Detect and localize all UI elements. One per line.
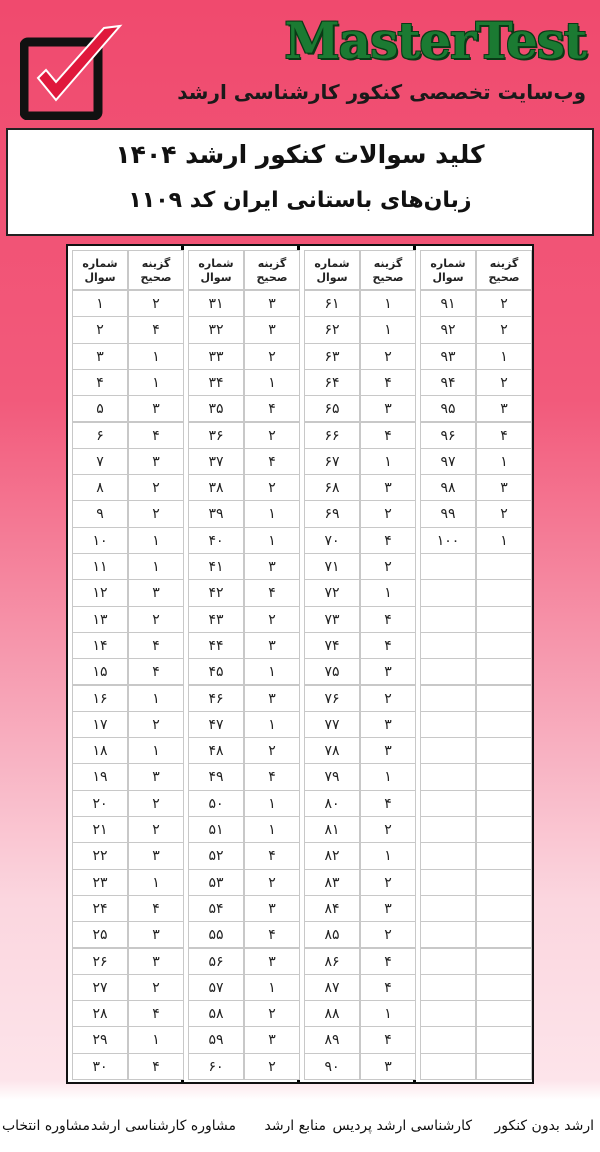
answer-cell: ۱ bbox=[128, 737, 184, 764]
answer-cell bbox=[476, 921, 532, 948]
question-number-cell: ۷ bbox=[72, 448, 128, 475]
answer-cell: ۲ bbox=[360, 685, 416, 712]
answer-cell: ۳ bbox=[128, 921, 184, 948]
answer-cell: ۳ bbox=[360, 895, 416, 922]
answer-cell: ۱ bbox=[360, 842, 416, 869]
question-number-cell: ۳۴ bbox=[188, 369, 244, 396]
question-number-cell: ۶۵ bbox=[304, 395, 360, 422]
question-number-cell: ۸۸ bbox=[304, 1000, 360, 1027]
question-number-cell: ۵۴ bbox=[188, 895, 244, 922]
answer-cell: ۳ bbox=[128, 763, 184, 790]
question-number-cell: ۹ bbox=[72, 500, 128, 527]
answer-cell: ۴ bbox=[360, 422, 416, 449]
answer-cell bbox=[476, 790, 532, 817]
answer-cell: ۴ bbox=[360, 1026, 416, 1053]
answer-cell: ۴ bbox=[360, 974, 416, 1001]
question-number-cell bbox=[420, 685, 476, 712]
question-number-cell: ۹۷ bbox=[420, 448, 476, 475]
answer-cell: ۲ bbox=[244, 1053, 300, 1080]
brand-title: MasterTest bbox=[284, 11, 586, 70]
question-number-cell: ۶۲ bbox=[304, 316, 360, 343]
question-number-cell: ۸۲ bbox=[304, 842, 360, 869]
question-number-cell: ۱۰۰ bbox=[420, 527, 476, 554]
question-number-cell: ۹۳ bbox=[420, 343, 476, 370]
question-number-cell: ۳۹ bbox=[188, 500, 244, 527]
answer-cell: ۲ bbox=[244, 1000, 300, 1027]
answer-cell: ۲ bbox=[476, 316, 532, 343]
answer-key-table bbox=[66, 244, 534, 1084]
question-number-cell: ۲۷ bbox=[72, 974, 128, 1001]
header-question-number: شماره سوال bbox=[72, 250, 128, 290]
answer-cell bbox=[476, 816, 532, 843]
answer-cell bbox=[476, 1026, 532, 1053]
answer-cell: ۲ bbox=[476, 500, 532, 527]
answer-cell: ۲ bbox=[244, 869, 300, 896]
question-number-cell: ۶۴ bbox=[304, 369, 360, 396]
question-number-cell: ۳۶ bbox=[188, 422, 244, 449]
question-number-cell: ۹۱ bbox=[420, 290, 476, 317]
question-number-cell: ۷۴ bbox=[304, 632, 360, 659]
answer-cell: ۲ bbox=[244, 343, 300, 370]
answer-cell: ۲ bbox=[360, 343, 416, 370]
answer-cell: ۱ bbox=[244, 369, 300, 396]
question-number-cell: ۶۰ bbox=[188, 1053, 244, 1080]
question-number-cell: ۷۷ bbox=[304, 711, 360, 738]
page-title: کلید سوالات کنکور ارشد ۱۴۰۴ bbox=[115, 140, 485, 169]
question-number-cell: ۱۸ bbox=[72, 737, 128, 764]
answer-cell: ۳ bbox=[360, 658, 416, 685]
question-number-cell: ۶۸ bbox=[304, 474, 360, 501]
question-number-cell: ۸۴ bbox=[304, 895, 360, 922]
answer-cell: ۳ bbox=[244, 632, 300, 659]
answer-cell bbox=[476, 1053, 532, 1080]
question-number-cell bbox=[420, 869, 476, 896]
answer-cell: ۱ bbox=[360, 316, 416, 343]
answer-cell: ۳ bbox=[360, 474, 416, 501]
answer-cell bbox=[476, 579, 532, 606]
question-number-cell bbox=[420, 790, 476, 817]
question-number-cell: ۲۳ bbox=[72, 869, 128, 896]
header-correct-option: گزینه صحیح bbox=[244, 250, 300, 290]
answer-cell bbox=[476, 658, 532, 685]
question-number-cell bbox=[420, 1026, 476, 1053]
question-number-cell: ۵۶ bbox=[188, 948, 244, 975]
question-number-cell: ۴۰ bbox=[188, 527, 244, 554]
answer-cell bbox=[476, 1000, 532, 1027]
answer-cell: ۴ bbox=[128, 1053, 184, 1080]
question-number-cell bbox=[420, 816, 476, 843]
question-number-cell: ۱۳ bbox=[72, 606, 128, 633]
question-number-cell: ۱۰ bbox=[72, 527, 128, 554]
question-number-cell bbox=[420, 553, 476, 580]
question-number-cell: ۶۶ bbox=[304, 422, 360, 449]
question-number-cell: ۸۵ bbox=[304, 921, 360, 948]
answer-cell: ۴ bbox=[360, 606, 416, 633]
answer-cell: ۱ bbox=[360, 290, 416, 317]
question-number-cell: ۱۶ bbox=[72, 685, 128, 712]
answer-cell: ۲ bbox=[128, 606, 184, 633]
answer-cell: ۳ bbox=[128, 448, 184, 475]
answer-cell bbox=[476, 869, 532, 896]
answer-cell: ۳ bbox=[360, 1053, 416, 1080]
answer-cell: ۴ bbox=[360, 369, 416, 396]
answer-cell: ۱ bbox=[128, 1026, 184, 1053]
question-number-cell: ۱۷ bbox=[72, 711, 128, 738]
answer-cell: ۴ bbox=[244, 842, 300, 869]
answer-cell: ۴ bbox=[360, 632, 416, 659]
question-number-cell: ۹۶ bbox=[420, 422, 476, 449]
question-number-cell: ۴ bbox=[72, 369, 128, 396]
answer-cell: ۴ bbox=[360, 527, 416, 554]
answer-cell: ۱ bbox=[128, 553, 184, 580]
answer-cell bbox=[476, 895, 532, 922]
question-number-cell: ۳ bbox=[72, 343, 128, 370]
question-number-cell: ۴۷ bbox=[188, 711, 244, 738]
answer-cell: ۲ bbox=[360, 921, 416, 948]
answer-cell: ۱ bbox=[128, 527, 184, 554]
answer-cell: ۴ bbox=[128, 895, 184, 922]
question-number-cell: ۷۸ bbox=[304, 737, 360, 764]
column-group bbox=[416, 246, 532, 1082]
answer-cell: ۳ bbox=[244, 290, 300, 317]
question-number-cell: ۸۱ bbox=[304, 816, 360, 843]
answer-cell: ۴ bbox=[244, 448, 300, 475]
header-correct-option: گزینه صحیح bbox=[476, 250, 532, 290]
answer-cell: ۲ bbox=[360, 553, 416, 580]
answer-cell: ۲ bbox=[244, 606, 300, 633]
answer-cell: ۱ bbox=[360, 448, 416, 475]
answer-cell: ۱ bbox=[476, 343, 532, 370]
question-number-cell: ۵۵ bbox=[188, 921, 244, 948]
answer-cell bbox=[476, 763, 532, 790]
question-number-cell: ۹۸ bbox=[420, 474, 476, 501]
answer-cell: ۲ bbox=[128, 500, 184, 527]
answer-cell: ۱ bbox=[128, 869, 184, 896]
answer-cell: ۲ bbox=[128, 711, 184, 738]
column-group bbox=[184, 246, 300, 1082]
answer-cell bbox=[476, 711, 532, 738]
answer-cell: ۴ bbox=[128, 658, 184, 685]
answer-cell: ۴ bbox=[244, 579, 300, 606]
answer-cell: ۴ bbox=[360, 790, 416, 817]
question-number-cell bbox=[420, 711, 476, 738]
answer-cell bbox=[476, 842, 532, 869]
page-subtitle: زبان‌های باستانی ایران کد ۱۱۰۹ bbox=[128, 188, 472, 213]
answer-cell: ۲ bbox=[360, 869, 416, 896]
answer-cell bbox=[476, 685, 532, 712]
question-number-cell: ۳۳ bbox=[188, 343, 244, 370]
question-number-cell: ۲۲ bbox=[72, 842, 128, 869]
question-number-cell: ۸۰ bbox=[304, 790, 360, 817]
answer-cell bbox=[476, 948, 532, 975]
question-number-cell: ۴۹ bbox=[188, 763, 244, 790]
question-number-cell: ۴۳ bbox=[188, 606, 244, 633]
answer-cell: ۴ bbox=[128, 422, 184, 449]
footer-link-resources[interactable]: منابع ارشد bbox=[264, 1118, 326, 1134]
answer-cell: ۱ bbox=[244, 711, 300, 738]
question-number-cell bbox=[420, 1053, 476, 1080]
answer-cell: ۲ bbox=[128, 790, 184, 817]
answer-cell: ۱ bbox=[244, 527, 300, 554]
answer-cell: ۲ bbox=[476, 290, 532, 317]
answer-cell: ۱ bbox=[244, 816, 300, 843]
question-number-cell: ۳۷ bbox=[188, 448, 244, 475]
question-number-cell: ۶۳ bbox=[304, 343, 360, 370]
header-correct-option: گزینه صحیح bbox=[360, 250, 416, 290]
answer-cell bbox=[476, 974, 532, 1001]
question-number-cell: ۶۱ bbox=[304, 290, 360, 317]
answer-cell: ۱ bbox=[244, 974, 300, 1001]
question-number-cell: ۲۵ bbox=[72, 921, 128, 948]
question-number-cell: ۶ bbox=[72, 422, 128, 449]
question-number-cell: ۴۴ bbox=[188, 632, 244, 659]
answer-cell bbox=[476, 737, 532, 764]
answer-cell: ۲ bbox=[360, 816, 416, 843]
answer-cell: ۲ bbox=[128, 974, 184, 1001]
question-number-cell: ۴۶ bbox=[188, 685, 244, 712]
answer-cell: ۱ bbox=[244, 790, 300, 817]
header-question-number: شماره سوال bbox=[304, 250, 360, 290]
question-number-cell: ۱ bbox=[72, 290, 128, 317]
question-number-cell: ۴۱ bbox=[188, 553, 244, 580]
answer-cell: ۴ bbox=[128, 316, 184, 343]
answer-cell: ۲ bbox=[128, 474, 184, 501]
question-number-cell: ۸۶ bbox=[304, 948, 360, 975]
question-number-cell: ۹۴ bbox=[420, 369, 476, 396]
answer-cell: ۳ bbox=[360, 395, 416, 422]
answer-cell: ۴ bbox=[128, 632, 184, 659]
question-number-cell: ۵۹ bbox=[188, 1026, 244, 1053]
footer-link-no-exam[interactable]: ارشد بدون کنکور bbox=[494, 1118, 594, 1134]
answer-cell: ۱ bbox=[476, 527, 532, 554]
tagline: وب‌سایت تخصصی کنکور کارشناسی ارشد bbox=[177, 80, 586, 104]
question-number-cell: ۴۵ bbox=[188, 658, 244, 685]
footer-link-pardis[interactable]: کارشناسی ارشد پردیس bbox=[332, 1118, 472, 1134]
question-number-cell bbox=[420, 895, 476, 922]
answer-cell: ۲ bbox=[360, 500, 416, 527]
question-number-cell: ۵۰ bbox=[188, 790, 244, 817]
question-number-cell: ۵۲ bbox=[188, 842, 244, 869]
question-number-cell: ۷۲ bbox=[304, 579, 360, 606]
question-number-cell: ۲۶ bbox=[72, 948, 128, 975]
question-number-cell: ۸۹ bbox=[304, 1026, 360, 1053]
question-number-cell: ۵۱ bbox=[188, 816, 244, 843]
answer-cell: ۲ bbox=[244, 422, 300, 449]
question-number-cell: ۷۹ bbox=[304, 763, 360, 790]
answer-cell bbox=[476, 632, 532, 659]
footer-link-counseling[interactable]: مشاوره کارشناسی ارشد bbox=[90, 1118, 236, 1134]
question-number-cell bbox=[420, 921, 476, 948]
answer-cell: ۲ bbox=[476, 369, 532, 396]
question-number-cell: ۷۰ bbox=[304, 527, 360, 554]
question-number-cell: ۹۰ bbox=[304, 1053, 360, 1080]
answer-cell: ۳ bbox=[244, 685, 300, 712]
question-number-cell bbox=[420, 974, 476, 1001]
question-number-cell: ۸۳ bbox=[304, 869, 360, 896]
answer-cell: ۳ bbox=[244, 948, 300, 975]
answer-cell: ۴ bbox=[244, 763, 300, 790]
question-number-cell bbox=[420, 632, 476, 659]
question-number-cell: ۹۹ bbox=[420, 500, 476, 527]
answer-cell bbox=[476, 553, 532, 580]
answer-cell: ۴ bbox=[244, 921, 300, 948]
answer-cell: ۳ bbox=[360, 711, 416, 738]
answer-cell: ۳ bbox=[128, 948, 184, 975]
question-number-cell bbox=[420, 737, 476, 764]
answer-cell bbox=[476, 606, 532, 633]
answer-cell: ۱ bbox=[360, 1000, 416, 1027]
answer-cell: ۱ bbox=[244, 500, 300, 527]
question-number-cell: ۲۸ bbox=[72, 1000, 128, 1027]
question-number-cell: ۱۵ bbox=[72, 658, 128, 685]
answer-cell: ۳ bbox=[244, 895, 300, 922]
question-number-cell: ۲ bbox=[72, 316, 128, 343]
answer-cell: ۱ bbox=[360, 763, 416, 790]
question-number-cell: ۹۲ bbox=[420, 316, 476, 343]
question-number-cell: ۸ bbox=[72, 474, 128, 501]
answer-cell: ۱ bbox=[360, 579, 416, 606]
logo bbox=[20, 20, 100, 112]
question-number-cell: ۹۵ bbox=[420, 395, 476, 422]
answer-cell: ۳ bbox=[128, 842, 184, 869]
header-question-number: شماره سوال bbox=[420, 250, 476, 290]
answer-cell: ۴ bbox=[128, 1000, 184, 1027]
header-correct-option: گزینه صحیح bbox=[128, 250, 184, 290]
answer-cell: ۴ bbox=[360, 948, 416, 975]
question-number-cell: ۱۱ bbox=[72, 553, 128, 580]
question-number-cell: ۵۳ bbox=[188, 869, 244, 896]
question-number-cell: ۶۷ bbox=[304, 448, 360, 475]
answer-cell: ۱ bbox=[128, 369, 184, 396]
footer-link-selection[interactable]: مشاوره انتخاب bbox=[1, 1118, 90, 1134]
question-number-cell: ۶۹ bbox=[304, 500, 360, 527]
question-number-cell bbox=[420, 606, 476, 633]
answer-cell: ۴ bbox=[476, 422, 532, 449]
question-number-cell: ۳۲ bbox=[188, 316, 244, 343]
question-number-cell: ۸۷ bbox=[304, 974, 360, 1001]
answer-cell: ۳ bbox=[360, 737, 416, 764]
question-number-cell: ۲۹ bbox=[72, 1026, 128, 1053]
question-number-cell: ۷۶ bbox=[304, 685, 360, 712]
question-number-cell: ۵ bbox=[72, 395, 128, 422]
answer-cell: ۳ bbox=[244, 316, 300, 343]
question-number-cell bbox=[420, 579, 476, 606]
question-number-cell: ۱۴ bbox=[72, 632, 128, 659]
answer-cell: ۴ bbox=[244, 395, 300, 422]
answer-cell: ۳ bbox=[476, 474, 532, 501]
question-number-cell bbox=[420, 842, 476, 869]
answer-cell: ۱ bbox=[128, 343, 184, 370]
answer-cell: ۱ bbox=[476, 448, 532, 475]
question-number-cell: ۲۰ bbox=[72, 790, 128, 817]
question-number-cell bbox=[420, 658, 476, 685]
question-number-cell: ۵۷ bbox=[188, 974, 244, 1001]
question-number-cell: ۳۵ bbox=[188, 395, 244, 422]
question-number-cell: ۳۰ bbox=[72, 1053, 128, 1080]
answer-cell: ۲ bbox=[128, 290, 184, 317]
header-question-number: شماره سوال bbox=[188, 250, 244, 290]
question-number-cell: ۷۵ bbox=[304, 658, 360, 685]
answer-cell: ۳ bbox=[476, 395, 532, 422]
answer-cell: ۳ bbox=[244, 1026, 300, 1053]
question-number-cell: ۲۱ bbox=[72, 816, 128, 843]
question-number-cell: ۴۲ bbox=[188, 579, 244, 606]
answer-cell: ۱ bbox=[244, 658, 300, 685]
answer-cell: ۳ bbox=[128, 579, 184, 606]
column-group bbox=[300, 246, 416, 1082]
question-number-cell bbox=[420, 763, 476, 790]
answer-cell: ۲ bbox=[128, 816, 184, 843]
answer-cell: ۳ bbox=[244, 553, 300, 580]
answer-cell: ۲ bbox=[244, 474, 300, 501]
answer-cell: ۲ bbox=[244, 737, 300, 764]
question-number-cell: ۱۲ bbox=[72, 579, 128, 606]
answer-cell: ۳ bbox=[128, 395, 184, 422]
question-number-cell: ۱۹ bbox=[72, 763, 128, 790]
question-number-cell: ۳۸ bbox=[188, 474, 244, 501]
answer-cell: ۱ bbox=[128, 685, 184, 712]
checkmark-box-icon bbox=[20, 20, 130, 120]
question-number-cell: ۷۳ bbox=[304, 606, 360, 633]
footer-nav bbox=[0, 1106, 600, 1152]
title-box bbox=[6, 128, 594, 236]
question-number-cell: ۵۸ bbox=[188, 1000, 244, 1027]
question-number-cell bbox=[420, 948, 476, 975]
column-group bbox=[68, 246, 184, 1082]
question-number-cell: ۴۸ bbox=[188, 737, 244, 764]
question-number-cell: ۲۴ bbox=[72, 895, 128, 922]
question-number-cell bbox=[420, 1000, 476, 1027]
question-number-cell: ۷۱ bbox=[304, 553, 360, 580]
question-number-cell: ۳۱ bbox=[188, 290, 244, 317]
